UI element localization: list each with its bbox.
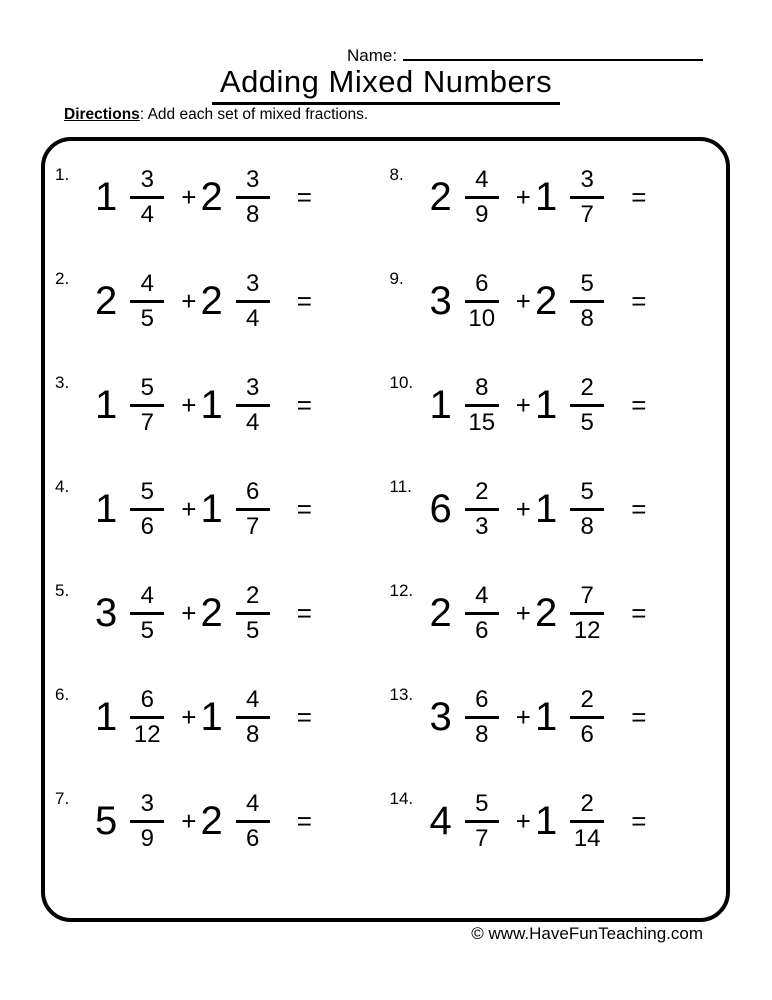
fraction-1-numerator: 4 xyxy=(140,269,154,297)
problem-number: 10. xyxy=(389,373,414,392)
whole-number-1: 3 xyxy=(429,279,452,323)
problem-expression xyxy=(429,165,647,228)
fraction-1-numerator: 4 xyxy=(140,581,154,609)
whole-number-2: 1 xyxy=(200,383,223,427)
plus-operator: + xyxy=(181,181,197,212)
problem-row xyxy=(386,145,721,249)
fraction-1 xyxy=(462,789,502,852)
problem-expression xyxy=(95,685,312,748)
fraction-2-denominator: 8 xyxy=(246,200,260,228)
whole-number-1: 1 xyxy=(95,487,118,531)
problem-number: 12. xyxy=(389,581,414,600)
fraction-1 xyxy=(127,685,167,748)
whole-number-1: 5 xyxy=(95,799,118,843)
fraction-2 xyxy=(233,581,273,644)
fraction-1-numerator: 4 xyxy=(475,581,489,609)
directions-text: : Add each set of mixed fractions. xyxy=(139,106,369,123)
fraction-2 xyxy=(567,581,607,644)
plus-operator: + xyxy=(515,597,531,628)
fraction-2-numerator: 2 xyxy=(580,685,594,713)
problem-expression xyxy=(429,269,647,332)
fraction-1 xyxy=(462,269,502,332)
equals-sign: = xyxy=(631,181,647,212)
fraction-2-denominator: 4 xyxy=(246,408,260,436)
problem-expression xyxy=(95,477,312,540)
fraction-1-numerator: 5 xyxy=(475,789,489,817)
fraction-1 xyxy=(127,165,167,228)
fraction-2 xyxy=(233,789,273,852)
fraction-2 xyxy=(233,165,273,228)
problem-row xyxy=(51,249,386,353)
fraction-1-denominator: 6 xyxy=(140,512,154,540)
problem-expression xyxy=(429,477,647,540)
problem-number: 13. xyxy=(389,685,414,704)
whole-number-1: 1 xyxy=(429,383,452,427)
fraction-1-denominator: 12 xyxy=(133,720,161,748)
whole-number-2: 1 xyxy=(534,175,558,219)
problem-row xyxy=(51,145,386,249)
fraction-1 xyxy=(462,477,502,540)
fraction-1-denominator: 9 xyxy=(475,200,489,228)
problem-number: 2. xyxy=(55,269,70,288)
page-title: Adding Mixed Numbers xyxy=(212,64,560,105)
problem-expression xyxy=(429,581,647,644)
fraction-2-denominator: 6 xyxy=(246,824,260,852)
fraction-1-denominator: 5 xyxy=(140,616,154,644)
whole-number-2: 2 xyxy=(200,175,223,219)
fraction-1-denominator: 15 xyxy=(468,408,496,436)
fraction-1 xyxy=(462,685,502,748)
fraction-2-denominator: 4 xyxy=(246,304,260,332)
name-blank-line xyxy=(403,44,703,61)
fraction-2-denominator: 5 xyxy=(246,616,260,644)
whole-number-2: 2 xyxy=(534,279,558,323)
problem-expression xyxy=(429,685,647,748)
footer-credit: © www.HaveFunTeaching.com xyxy=(471,924,703,943)
fraction-1-denominator: 7 xyxy=(475,824,489,852)
fraction-2-denominator: 6 xyxy=(580,720,594,748)
plus-operator: + xyxy=(181,389,197,420)
equals-sign: = xyxy=(296,805,312,836)
fraction-2-numerator: 7 xyxy=(580,581,594,609)
whole-number-2: 1 xyxy=(534,383,558,427)
fraction-2 xyxy=(567,373,607,436)
fraction-1 xyxy=(462,373,502,436)
fraction-2 xyxy=(567,685,607,748)
fraction-2-denominator: 7 xyxy=(246,512,260,540)
equals-sign: = xyxy=(631,597,647,628)
problem-row xyxy=(51,457,386,561)
problem-row xyxy=(51,353,386,457)
fraction-2-denominator: 14 xyxy=(573,824,601,852)
fraction-2-numerator: 3 xyxy=(580,165,594,193)
fraction-2-numerator: 3 xyxy=(246,269,260,297)
fraction-1-denominator: 9 xyxy=(140,824,154,852)
fraction-1-numerator: 8 xyxy=(475,373,489,401)
problem-number: 1. xyxy=(55,165,70,184)
problem-expression xyxy=(95,581,312,644)
fraction-2 xyxy=(233,269,273,332)
fraction-2 xyxy=(567,269,607,332)
whole-number-2: 1 xyxy=(534,695,558,739)
equals-sign: = xyxy=(296,701,312,732)
directions-row xyxy=(64,106,368,124)
plus-operator: + xyxy=(181,597,197,628)
fraction-2-numerator: 3 xyxy=(246,373,260,401)
problem-expression xyxy=(95,269,312,332)
problem-row xyxy=(386,561,721,665)
fraction-1 xyxy=(127,477,167,540)
fraction-2-numerator: 2 xyxy=(246,581,260,609)
equals-sign: = xyxy=(296,389,312,420)
fraction-2-numerator: 6 xyxy=(246,477,260,505)
problem-row xyxy=(51,665,386,769)
whole-number-1: 3 xyxy=(429,695,452,739)
fraction-1-numerator: 3 xyxy=(140,789,154,817)
fraction-1 xyxy=(127,269,167,332)
problem-expression xyxy=(429,789,647,852)
fraction-2-numerator: 5 xyxy=(580,477,594,505)
plus-operator: + xyxy=(515,389,531,420)
fraction-2-denominator: 8 xyxy=(246,720,260,748)
fraction-1-numerator: 5 xyxy=(140,477,154,505)
fraction-2-denominator: 12 xyxy=(573,616,601,644)
fraction-2 xyxy=(567,165,607,228)
directions-label: Directions xyxy=(64,106,140,123)
problem-expression xyxy=(95,789,312,852)
whole-number-2: 1 xyxy=(200,695,223,739)
equals-sign: = xyxy=(296,285,312,316)
plus-operator: + xyxy=(515,493,531,524)
equals-sign: = xyxy=(631,701,647,732)
problem-number: 6. xyxy=(55,685,70,704)
fraction-1 xyxy=(127,789,167,852)
whole-number-2: 2 xyxy=(200,591,223,635)
whole-number-1: 1 xyxy=(95,175,118,219)
problem-number: 14. xyxy=(389,789,414,808)
fraction-2-denominator: 8 xyxy=(580,512,594,540)
problem-row xyxy=(386,249,721,353)
plus-operator: + xyxy=(515,181,531,212)
whole-number-1: 4 xyxy=(429,799,452,843)
problem-number: 4. xyxy=(55,477,70,496)
whole-number-1: 2 xyxy=(429,591,452,635)
fraction-1 xyxy=(462,165,502,228)
fraction-1-denominator: 3 xyxy=(475,512,489,540)
whole-number-2: 2 xyxy=(534,591,558,635)
problem-expression xyxy=(429,373,647,436)
fraction-2-numerator: 2 xyxy=(580,373,594,401)
fraction-1 xyxy=(127,373,167,436)
equals-sign: = xyxy=(296,493,312,524)
whole-number-2: 2 xyxy=(200,279,223,323)
equals-sign: = xyxy=(631,389,647,420)
whole-number-2: 1 xyxy=(534,799,558,843)
fraction-1-denominator: 5 xyxy=(140,304,154,332)
problem-number: 5. xyxy=(55,581,70,600)
problem-expression xyxy=(95,373,312,436)
whole-number-1: 1 xyxy=(95,383,118,427)
fraction-2-numerator: 3 xyxy=(246,165,260,193)
fraction-1-denominator: 8 xyxy=(475,720,489,748)
fraction-1-denominator: 4 xyxy=(140,200,154,228)
fraction-1-numerator: 6 xyxy=(475,685,489,713)
fraction-1-denominator: 10 xyxy=(468,304,496,332)
fraction-2-numerator: 4 xyxy=(246,685,260,713)
whole-number-2: 1 xyxy=(200,487,223,531)
fraction-2 xyxy=(233,477,273,540)
problem-row xyxy=(386,769,721,873)
name-label: Name: xyxy=(347,46,398,65)
problem-row xyxy=(51,561,386,665)
problems-box xyxy=(41,137,730,922)
title-row xyxy=(0,64,772,105)
fraction-1-denominator: 6 xyxy=(475,616,489,644)
fraction-1-numerator: 6 xyxy=(140,685,154,713)
plus-operator: + xyxy=(181,285,197,316)
equals-sign: = xyxy=(631,805,647,836)
whole-number-1: 1 xyxy=(95,695,118,739)
fraction-2-numerator: 4 xyxy=(246,789,260,817)
fraction-2-numerator: 5 xyxy=(580,269,594,297)
plus-operator: + xyxy=(181,701,197,732)
fraction-1 xyxy=(127,581,167,644)
whole-number-2: 1 xyxy=(534,487,558,531)
fraction-2 xyxy=(567,477,607,540)
fraction-1-numerator: 4 xyxy=(475,165,489,193)
problem-row xyxy=(386,665,721,769)
plus-operator: + xyxy=(181,493,197,524)
whole-number-1: 6 xyxy=(429,487,452,531)
fraction-1-numerator: 3 xyxy=(140,165,154,193)
fraction-1-numerator: 2 xyxy=(475,477,489,505)
fraction-2-denominator: 8 xyxy=(580,304,594,332)
problem-row xyxy=(386,457,721,561)
problem-number: 8. xyxy=(389,165,404,184)
fraction-2-denominator: 7 xyxy=(580,200,594,228)
problem-row xyxy=(51,769,386,873)
whole-number-1: 2 xyxy=(429,175,452,219)
fraction-1-denominator: 7 xyxy=(140,408,154,436)
whole-number-1: 3 xyxy=(95,591,118,635)
problem-number: 3. xyxy=(55,373,70,392)
fraction-2 xyxy=(233,685,273,748)
fraction-2-numerator: 2 xyxy=(580,789,594,817)
fraction-1-numerator: 5 xyxy=(140,373,154,401)
plus-operator: + xyxy=(515,701,531,732)
equals-sign: = xyxy=(296,597,312,628)
whole-number-2: 2 xyxy=(200,799,223,843)
equals-sign: = xyxy=(631,285,647,316)
fraction-2 xyxy=(233,373,273,436)
problem-row xyxy=(386,353,721,457)
problem-number: 11. xyxy=(389,477,412,496)
plus-operator: + xyxy=(515,285,531,316)
plus-operator: + xyxy=(181,805,197,836)
fraction-2-denominator: 5 xyxy=(580,408,594,436)
name-row xyxy=(347,44,703,66)
problems-grid xyxy=(45,141,726,877)
problem-number: 9. xyxy=(389,269,404,288)
equals-sign: = xyxy=(296,181,312,212)
fraction-1-numerator: 6 xyxy=(475,269,489,297)
fraction-1 xyxy=(462,581,502,644)
problem-expression xyxy=(95,165,312,228)
equals-sign: = xyxy=(631,493,647,524)
fraction-2 xyxy=(567,789,607,852)
plus-operator: + xyxy=(515,805,531,836)
whole-number-1: 2 xyxy=(95,279,118,323)
problem-number: 7. xyxy=(55,789,70,808)
